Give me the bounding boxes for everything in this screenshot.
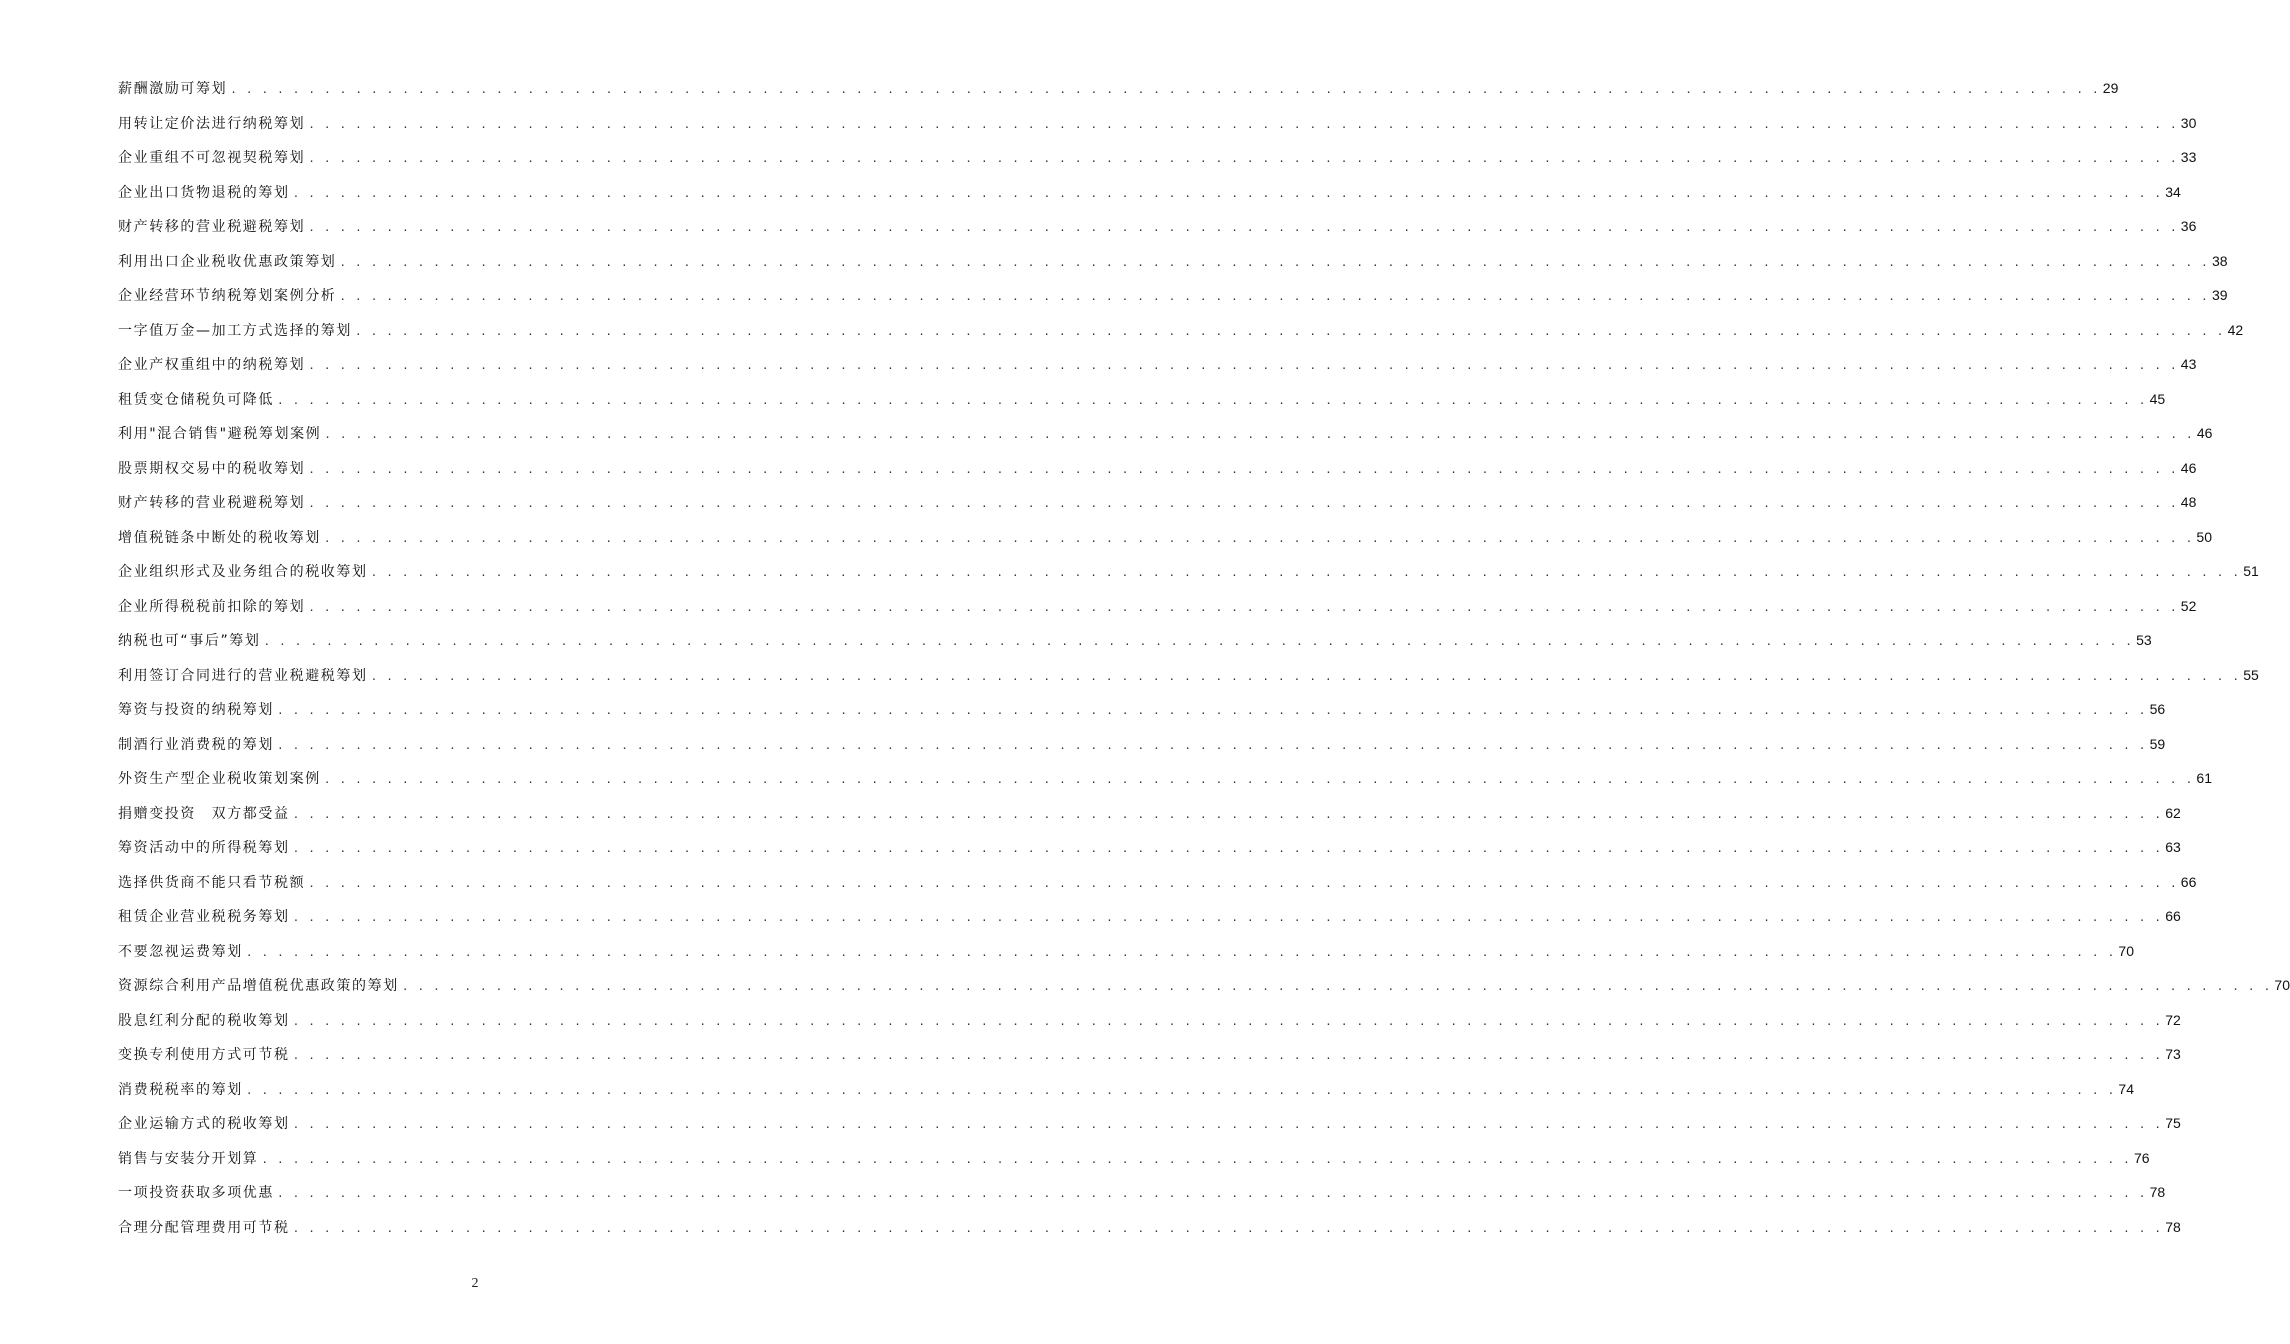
toc-entry-page: 63: [2165, 839, 2181, 855]
toc-entry[interactable]: [118, 382, 2166, 417]
toc-entry[interactable]: [118, 865, 2197, 900]
toc-entry[interactable]: [118, 1003, 2181, 1038]
toc-entry-page: 34: [2165, 183, 2181, 200]
toc-entry-page: 52: [2180, 597, 2197, 614]
toc-entry-title: 外资生产型企业税收策划案例: [118, 771, 321, 787]
toc-dot-leader: . . . . . . . . . . . . . . . . . . . . . . . . . . . . . . . . . . . . . . . . . . . . . . . . . . . . . . . . . . . . . . . . . . . . . . . . . . . . . . . . . . . . . . . . . . . . . . . . . . . . . . . . . . . . . . . . . . . . . . . .: [261, 1152, 2131, 1166]
toc-entry-page: 46: [2180, 459, 2197, 476]
toc-dot-leader: . . . . . . . . . . . . . . . . . . . . . . . . . . . . . . . . . . . . . . . . . . . . . . . . . . . . . . . . . . . . . . . . . . . . . . . . . . . . . . . . . . . . . . . . . . . . . . . . . . . . . . . . . . . . . . . . . . . . . . . .: [308, 117, 2178, 131]
page-number: 2: [471, 1276, 479, 1291]
toc-entry-page: 53: [2136, 632, 2152, 648]
toc-entry-page: 74: [2118, 1080, 2134, 1097]
toc-entry-title: 财产转移的营业税避税筹划: [118, 219, 306, 235]
toc-entry[interactable]: [118, 1106, 2181, 1141]
toc-entry-title: 不要忽视运费筹划: [118, 943, 243, 960]
toc-entry-title: 制酒行业消费税的筹划: [118, 736, 274, 753]
toc-dot-leader: . . . . . . . . . . . . . . . . . . . . . . . . . . . . . . . . . . . . . . . . . . . . . . . . . . . . . . . . . . . . . . . . . . . . . . . . . . . . . . . . . . . . . . . . . . . . . . . . . . . . . . . . . . . . . . . . . . . . . . . .: [245, 1083, 2116, 1097]
toc-entry-title: 筹资活动中的所得税筹划: [118, 840, 290, 856]
toc-entry[interactable]: [118, 1141, 2150, 1176]
toc-entry-page: 55: [2243, 666, 2259, 683]
toc-entry[interactable]: [118, 1175, 2166, 1210]
toc-dot-leader: . . . . . . . . . . . . . . . . . . . . . . . . . . . . . . . . . . . . . . . . . . . . . . . . . . . . . . . . . . . . . . . . . . . . . . . . . . . . . . . . . . . . . . . . . . . . . . . . . . . . . . . . . . . . . . . . . . . . . . . .: [308, 462, 2178, 476]
toc-dot-leader: . . . . . . . . . . . . . . . . . . . . . . . . . . . . . . . . . . . . . . . . . . . . . . . . . . . . . . . . . . . . . . . . . . . . . . . . . . . . . . . . . . . . . . . . . . . . . . . . . . . . . . . . . . . . . . . . . . . . . . . .: [277, 738, 2147, 752]
toc-entry-page: 50: [2196, 528, 2212, 545]
toc-entry[interactable]: [118, 451, 2197, 486]
toc-entry[interactable]: [118, 140, 2197, 175]
toc-dot-leader: . . . . . . . . . . . . . . . . . . . . . . . . . . . . . . . . . . . . . . . . . . . . . . . . . . . . . . . . . . . . . . . . . . . . . . . . . . . . . . . . . . . . . . . . . . . . . . . . . . . . . . . . . . . . . . . . . . . . . . . .: [263, 635, 2134, 648]
toc-entry-page: 36: [2180, 218, 2197, 234]
toc-entry-page: 29: [2102, 80, 2119, 96]
toc-dot-leader: . . . . . . . . . . . . . . . . . . . . . . . . . . . . . . . . . . . . . . . . . . . . . . . . . . . . . . . . . . . . . . . . . . . . . . . . . . . . . . . . . . . . . . . . . . . . . . . . . . . . . . . . . . . . . . . . . . . . . . . .: [339, 255, 2209, 269]
toc-entry[interactable]: [118, 761, 2212, 796]
toc-dot-leader: . . . . . . . . . . . . . . . . . . . . . . . . . . . . . . . . . . . . . . . . . . . . . . . . . . . . . . . . . . . . . . . . . . . . . . . . . . . . . . . . . . . . . . . . . . . . . . . . . . . . . . . . . . . . . . . . . . . . . . . .: [401, 980, 2272, 993]
toc-entry[interactable]: [118, 106, 2197, 141]
toc-entry-title: 企业产权重组中的纳税筹划: [118, 357, 306, 373]
toc-entry[interactable]: [118, 934, 2134, 969]
toc-entry[interactable]: [118, 727, 2166, 762]
toc-entry-page: 61: [2196, 770, 2212, 786]
toc-dot-leader: . . . . . . . . . . . . . . . . . . . . . . . . . . . . . . . . . . . . . . . . . . . . . . . . . . . . . . . . . . . . . . . . . . . . . . . . . . . . . . . . . . . . . . . . . . . . . . . . . . . . . . . . . . . . . . . . . . . . . . . .: [339, 290, 2209, 303]
toc-entry[interactable]: [118, 278, 2228, 313]
toc-entry[interactable]: [118, 485, 2197, 520]
toc-entry-title: 企业组织形式及业务组合的税收筹划: [118, 564, 368, 580]
toc-dot-leader: . . . . . . . . . . . . . . . . . . . . . . . . . . . . . . . . . . . . . . . . . . . . . . . . . . . . . . . . . . . . . . . . . . . . . . . . . . . . . . . . . . . . . . . . . . . . . . . . . . . . . . . . . . . . . . . . . . . . . . . .: [308, 359, 2178, 372]
toc-dot-leader: . . . . . . . . . . . . . . . . . . . . . . . . . . . . . . . . . . . . . . . . . . . . . . . . . . . . . . . . . . . . . . . . . . . . . . . . . . . . . . . . . . . . . . . . . . . . . . . . . . . . . . . . . . . . . . . . . . . . . . . .: [292, 911, 2163, 924]
toc-dot-leader: . . . . . . . . . . . . . . . . . . . . . . . . . . . . . . . . . . . . . . . . . . . . . . . . . . . . . . . . . . . . . . . . . . . . . . . . . . . . . . . . . . . . . . . . . . . . . . . . . . . . . . . . . . . . . . . . . . . . . . . .: [370, 669, 2241, 683]
toc-dot-leader: . . . . . . . . . . . . . . . . . . . . . . . . . . . . . . . . . . . . . . . . . . . . . . . . . . . . . . . . . . . . . . . . . . . . . . . . . . . . . . . . . . . . . . . . . . . . . . . . . . . . . . . . . . . . . . . . . . . . . . . .: [245, 945, 2116, 959]
toc-dot-leader: . . . . . . . . . . . . . . . . . . . . . . . . . . . . . . . . . . . . . . . . . . . . . . . . . . . . . . . . . . . . . . . . . . . . . . . . . . . . . . . . . . . . . . . . . . . . . . . . . . . . . . . . . . . . . . . . . . . . . . . .: [292, 186, 2163, 200]
toc-dot-leader: . . . . . . . . . . . . . . . . . . . . . . . . . . . . . . . . . . . . . . . . . . . . . . . . . . . . . . . . . . . . . . . . . . . . . . . . . . . . . . . . . . . . . . . . . . . . . . . . . . . . . . . . . . . . . . . . . . . . . . . .: [292, 1014, 2163, 1028]
toc-entry-title: 一字值万金—加工方式选择的筹划: [118, 322, 352, 339]
toc-dot-leader: . . . . . . . . . . . . . . . . . . . . . . . . . . . . . . . . . . . . . . . . . . . . . . . . . . . . . . . . . . . . . . . . . . . . . . . . . . . . . . . . . . . . . . . . . . . . . . . . . . . . . . . . . . . . . . . . . . . . . . . .: [324, 428, 2194, 441]
toc-entry-title: 薪酬激励可筹划: [118, 81, 228, 97]
toc-dot-leader: . . . . . . . . . . . . . . . . . . . . . . . . . . . . . . . . . . . . . . . . . . . . . . . . . . . . . . . . . . . . . . . . . . . . . . . . . . . . . . . . . . . . . . . . . . . . . . . . . . . . . . . . . . . . . . . . . . . . . . . .: [230, 83, 2100, 96]
toc-dot-leader: . . . . . . . . . . . . . . . . . . . . . . . . . . . . . . . . . . . . . . . . . . . . . . . . . . . . . . . . . . . . . . . . . . . . . . . . . . . . . . . . . . . . . . . . . . . . . . . . . . . . . . . . . . . . . . . . . . . . . . . .: [308, 600, 2178, 614]
toc-dot-leader: . . . . . . . . . . . . . . . . . . . . . . . . . . . . . . . . . . . . . . . . . . . . . . . . . . . . . . . . . . . . . . . . . . . . . . . . . . . . . . . . . . . . . . . . . . . . . . . . . . . . . . . . . . . . . . . . . . . . . . . .: [355, 324, 2225, 338]
toc-dot-leader: . . . . . . . . . . . . . . . . . . . . . . . . . . . . . . . . . . . . . . . . . . . . . . . . . . . . . . . . . . . . . . . . . . . . . . . . . . . . . . . . . . . . . . . . . . . . . . . . . . . . . . . . . . . . . . . . . . . . . . . .: [308, 876, 2178, 890]
toc-entry-page: 70: [2274, 977, 2290, 993]
toc-dot-leader: . . . . . . . . . . . . . . . . . . . . . . . . . . . . . . . . . . . . . . . . . . . . . . . . . . . . . . . . . . . . . . . . . . . . . . . . . . . . . . . . . . . . . . . . . . . . . . . . . . . . . . . . . . . . . . . . . . . . . . . .: [292, 842, 2163, 855]
toc-entry-page: 78: [2149, 1184, 2166, 1200]
toc-entry[interactable]: [118, 899, 2181, 934]
toc-entry[interactable]: [118, 416, 2213, 451]
toc-entry-page: 75: [2165, 1115, 2181, 1131]
toc-dot-leader: . . . . . . . . . . . . . . . . . . . . . . . . . . . . . . . . . . . . . . . . . . . . . . . . . . . . . . . . . . . . . . . . . . . . . . . . . . . . . . . . . . . . . . . . . . . . . . . . . . . . . . . . . . . . . . . . . . . . . . . .: [292, 807, 2163, 821]
toc-entry[interactable]: [118, 623, 2152, 658]
toc-entry[interactable]: [118, 71, 2119, 106]
toc-entry[interactable]: [118, 658, 2259, 693]
toc-entry[interactable]: [118, 796, 2181, 831]
toc-entry-title: 纳税也可“事后”筹划: [118, 633, 261, 649]
toc-entry-title: 资源综合利用产品增值税优惠政策的筹划: [118, 978, 399, 994]
toc-entry-title: 租赁企业营业税税务筹划: [118, 909, 290, 925]
toc-dot-leader: . . . . . . . . . . . . . . . . . . . . . . . . . . . . . . . . . . . . . . . . . . . . . . . . . . . . . . . . . . . . . . . . . . . . . . . . . . . . . . . . . . . . . . . . . . . . . . . . . . . . . . . . . . . . . . . . . . . . . . . .: [323, 773, 2194, 786]
toc-entry-page: 39: [2212, 287, 2228, 303]
toc-entry[interactable]: [118, 175, 2181, 210]
toc-entry-page: 76: [2134, 1149, 2150, 1166]
toc-entry-page: 45: [2149, 390, 2166, 407]
toc-dot-leader: . . . . . . . . . . . . . . . . . . . . . . . . . . . . . . . . . . . . . . . . . . . . . . . . . . . . . . . . . . . . . . . . . . . . . . . . . . . . . . . . . . . . . . . . . . . . . . . . . . . . . . . . . . . . . . . . . . . . . . . .: [308, 497, 2178, 510]
toc-entry-page: 48: [2180, 494, 2197, 510]
toc-entry-page: 33: [2180, 149, 2197, 165]
toc-entry-title: 变换专利使用方式可节税: [118, 1047, 290, 1063]
toc-entry-page: 42: [2227, 321, 2244, 338]
toc-entry[interactable]: [118, 692, 2166, 727]
toc-entry-title: 企业经营环节纳税筹划案例分析: [118, 288, 337, 304]
toc-dot-leader: . . . . . . . . . . . . . . . . . . . . . . . . . . . . . . . . . . . . . . . . . . . . . . . . . . . . . . . . . . . . . . . . . . . . . . . . . . . . . . . . . . . . . . . . . . . . . . . . . . . . . . . . . . . . . . . . . . . . . . . .: [308, 152, 2178, 165]
toc-entry-title: 利用签订合同进行的营业税避税筹划: [118, 667, 368, 684]
toc-entry[interactable]: [118, 1037, 2181, 1072]
toc-dot-leader: . . . . . . . . . . . . . . . . . . . . . . . . . . . . . . . . . . . . . . . . . . . . . . . . . . . . . . . . . . . . . . . . . . . . . . . . . . . . . . . . . . . . . . . . . . . . . . . . . . . . . . . . . . . . . . . . . . . . . . . .: [277, 704, 2147, 717]
toc-entry[interactable]: [118, 347, 2197, 382]
toc-entry-title: 企业出口货物退税的筹划: [118, 184, 290, 201]
toc-entry-page: 46: [2196, 425, 2213, 441]
toc-entry-title: 一项投资获取多项优惠: [118, 1185, 274, 1201]
toc-entry-title: 筹资与投资的纳税筹划: [118, 702, 274, 718]
toc-entry-title: 用转让定价法进行纳税筹划: [118, 115, 306, 132]
toc-dot-leader: . . . . . . . . . . . . . . . . . . . . . . . . . . . . . . . . . . . . . . . . . . . . . . . . . . . . . . . . . . . . . . . . . . . . . . . . . . . . . . . . . . . . . . . . . . . . . . . . . . . . . . . . . . . . . . . . . . . . . . . .: [292, 1221, 2163, 1235]
toc-entry-page: 72: [2165, 1011, 2181, 1028]
toc-entry-title: 消费税税率的筹划: [118, 1081, 243, 1098]
toc-entry[interactable]: [118, 313, 2244, 348]
toc-entry[interactable]: [118, 554, 2259, 589]
toc-entry-page: 78: [2165, 1218, 2181, 1235]
toc-entry[interactable]: [118, 830, 2181, 865]
toc-entry-page: 66: [2180, 873, 2197, 890]
toc-entry-title: 企业所得税税前扣除的筹划: [118, 598, 306, 615]
toc-dot-leader: . . . . . . . . . . . . . . . . . . . . . . . . . . . . . . . . . . . . . . . . . . . . . . . . . . . . . . . . . . . . . . . . . . . . . . . . . . . . . . . . . . . . . . . . . . . . . . . . . . . . . . . . . . . . . . . . . . . . . . . .: [323, 531, 2194, 545]
toc-entry-page: 56: [2149, 701, 2166, 717]
toc-entry-title: 合理分配管理费用可节税: [118, 1219, 290, 1236]
toc-entry-page: 38: [2212, 252, 2228, 269]
toc-entry[interactable]: [118, 520, 2212, 555]
toc-entry-page: 30: [2180, 114, 2197, 131]
toc-dot-leader: . . . . . . . . . . . . . . . . . . . . . . . . . . . . . . . . . . . . . . . . . . . . . . . . . . . . . . . . . . . . . . . . . . . . . . . . . . . . . . . . . . . . . . . . . . . . . . . . . . . . . . . . . . . . . . . . . . . . . . . .: [277, 1187, 2147, 1200]
toc-entry-title: 企业运输方式的税收筹划: [118, 1116, 290, 1132]
toc-entry[interactable]: [118, 589, 2197, 624]
toc-entry-page: 43: [2180, 356, 2197, 372]
toc-entry-title: 股息红利分配的税收筹划: [118, 1012, 290, 1029]
toc-dot-leader: . . . . . . . . . . . . . . . . . . . . . . . . . . . . . . . . . . . . . . . . . . . . . . . . . . . . . . . . . . . . . . . . . . . . . . . . . . . . . . . . . . . . . . . . . . . . . . . . . . . . . . . . . . . . . . . . . . . . . . . .: [370, 566, 2241, 579]
toc-entry[interactable]: [118, 244, 2228, 279]
toc-entry[interactable]: [118, 209, 2197, 244]
toc-entry-title: 租赁变仓储税负可降低: [118, 391, 274, 408]
toc-entry-title: 企业重组不可忽视契税筹划: [118, 150, 306, 166]
toc-entry-page: 66: [2165, 908, 2181, 924]
toc-entry-page: 62: [2165, 804, 2181, 821]
toc-dot-leader: . . . . . . . . . . . . . . . . . . . . . . . . . . . . . . . . . . . . . . . . . . . . . . . . . . . . . . . . . . . . . . . . . . . . . . . . . . . . . . . . . . . . . . . . . . . . . . . . . . . . . . . . . . . . . . . . . . . . . . . .: [292, 1049, 2163, 1062]
toc-entry-title: 股票期权交易中的税收筹划: [118, 460, 306, 477]
toc-entry-title: 选择供货商不能只看节税额: [118, 874, 306, 891]
toc-dot-leader: . . . . . . . . . . . . . . . . . . . . . . . . . . . . . . . . . . . . . . . . . . . . . . . . . . . . . . . . . . . . . . . . . . . . . . . . . . . . . . . . . . . . . . . . . . . . . . . . . . . . . . . . . . . . . . . . . . . . . . . .: [308, 221, 2178, 234]
toc-dot-leader: . . . . . . . . . . . . . . . . . . . . . . . . . . . . . . . . . . . . . . . . . . . . . . . . . . . . . . . . . . . . . . . . . . . . . . . . . . . . . . . . . . . . . . . . . . . . . . . . . . . . . . . . . . . . . . . . . . . . . . . .: [292, 1118, 2163, 1131]
toc-entry-title: 销售与安装分开划算: [118, 1150, 259, 1167]
toc-entry-title: 增值税链条中断处的税收筹划: [118, 529, 321, 546]
toc-entry-title: 利用"混合销售"避税筹划案例: [118, 426, 322, 442]
toc-entry-page: 51: [2243, 563, 2259, 579]
toc-dot-leader: . . . . . . . . . . . . . . . . . . . . . . . . . . . . . . . . . . . . . . . . . . . . . . . . . . . . . . . . . . . . . . . . . . . . . . . . . . . . . . . . . . . . . . . . . . . . . . . . . . . . . . . . . . . . . . . . . . . . . . . .: [277, 393, 2147, 407]
toc-entry[interactable]: [118, 968, 2290, 1003]
toc-entry-title: 财产转移的营业税避税筹划: [118, 495, 306, 511]
toc-entry-page: 59: [2149, 735, 2166, 752]
table-of-contents: [118, 71, 2290, 1244]
toc-entry-title: 捐赠变投资 双方都受益: [118, 805, 290, 822]
toc-entry[interactable]: [118, 1210, 2181, 1245]
toc-entry-title: 利用出口企业税收优惠政策筹划: [118, 253, 337, 270]
toc-entry[interactable]: [118, 1072, 2134, 1107]
toc-entry-page: 73: [2165, 1046, 2181, 1062]
toc-entry-page: 70: [2118, 942, 2134, 959]
